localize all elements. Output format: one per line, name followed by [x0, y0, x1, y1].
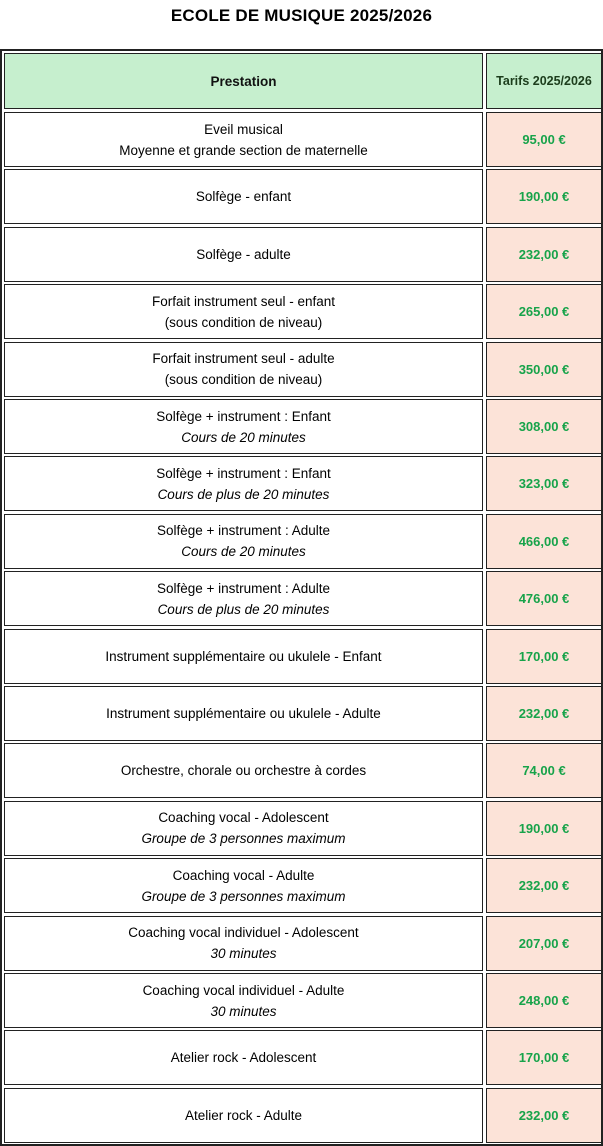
table-row	[4, 342, 602, 397]
price-value: 207,00 €	[518, 935, 570, 951]
table-row	[4, 1030, 602, 1085]
table-row	[4, 743, 602, 798]
prestation-detail: Groupe de 3 personnes maximum	[141, 888, 346, 904]
table-row	[4, 112, 602, 167]
price-value: 476,00 €	[518, 591, 570, 607]
price-value: 74,00 €	[522, 763, 566, 779]
price-cell	[486, 1030, 602, 1085]
prestation-cell	[4, 571, 483, 626]
prestation-detail: Cours de plus de 20 minutes	[157, 486, 330, 502]
table-row	[4, 227, 602, 282]
prestation-cell	[4, 342, 483, 397]
prestation-cell	[4, 284, 483, 339]
prestation-cell	[4, 743, 483, 798]
price-cell	[486, 973, 602, 1028]
prestation-detail: Moyenne et grande section de maternelle	[119, 142, 368, 158]
price-value: 190,00 €	[518, 189, 570, 205]
table-row	[4, 456, 602, 511]
header-prestation	[4, 53, 483, 109]
prestation-cell	[4, 169, 483, 224]
price-value: 466,00 €	[518, 533, 570, 549]
table-row	[4, 858, 602, 913]
price-cell	[486, 514, 602, 569]
prestation-name: Instrument supplémentaire ou ukulele - Enfant	[105, 648, 382, 664]
price-value: 232,00 €	[518, 878, 570, 894]
price-cell	[486, 112, 602, 167]
price-value: 308,00 €	[518, 419, 570, 434]
price-value: 265,00 €	[518, 304, 570, 320]
prestation-cell	[4, 227, 483, 282]
prestation-detail: Cours de plus de 20 minutes	[157, 601, 330, 617]
prestation-name: Solfège + instrument : Enfant	[156, 465, 331, 481]
price-cell	[486, 916, 602, 971]
prestation-cell	[4, 858, 483, 913]
price-cell	[486, 858, 602, 913]
price-cell	[486, 227, 602, 282]
prestation-cell	[4, 916, 483, 971]
table-row	[4, 973, 602, 1028]
table-row	[4, 916, 602, 971]
prestation-cell	[4, 399, 483, 454]
prestation-name: Forfait instrument seul - adulte	[152, 351, 335, 367]
table-row	[4, 629, 602, 684]
price-cell	[486, 169, 602, 224]
price-value: 350,00 €	[518, 361, 570, 377]
price-value: 170,00 €	[518, 1050, 570, 1066]
prestation-cell	[4, 686, 483, 741]
prestation-cell	[4, 514, 483, 569]
prestation-name: Coaching vocal individuel - Adolescent	[128, 925, 359, 941]
prestation-name: Coaching vocal - Adolescent	[158, 810, 329, 826]
table-header-row	[4, 53, 602, 109]
prestation-name: Coaching vocal - Adulte	[172, 867, 315, 883]
price-cell	[486, 686, 602, 741]
price-value: 95,00 €	[522, 132, 566, 147]
prestation-detail: (sous condition de niveau)	[164, 314, 323, 330]
prestation-name: Solfège + instrument : Adulte	[157, 523, 330, 539]
prestation-name: Forfait instrument seul - enfant	[151, 293, 336, 309]
price-cell	[486, 1088, 602, 1143]
price-value: 170,00 €	[518, 648, 570, 664]
price-cell	[486, 342, 602, 397]
table-row	[4, 1088, 602, 1143]
prestation-cell	[4, 456, 483, 511]
prestation-name: Coaching vocal individuel - Adulte	[142, 982, 345, 998]
prestation-detail: (sous condition de niveau)	[164, 372, 323, 388]
prestation-name: Solfège - adulte	[196, 246, 291, 262]
prestation-detail: Cours de 20 minutes	[181, 429, 306, 445]
prestation-name: Orchestre, chorale ou orchestre à cordes	[120, 763, 367, 779]
prestation-cell	[4, 801, 483, 856]
prestation-name: Solfège + instrument : Adulte	[157, 580, 330, 596]
prestation-cell	[4, 112, 483, 167]
prestation-name: Atelier rock - Adolescent	[170, 1050, 317, 1066]
prestation-detail: Cours de 20 minutes	[181, 544, 306, 560]
price-cell	[486, 456, 602, 511]
table-row	[4, 801, 602, 856]
prestation-detail: 30 minutes	[210, 946, 277, 962]
price-value: 190,00 €	[518, 820, 570, 836]
prestation-name: Atelier rock - Adulte	[184, 1107, 303, 1123]
header-tarifs-label: Tarifs 2025/2026	[496, 74, 592, 88]
table-row	[4, 514, 602, 569]
table-row	[4, 571, 602, 626]
price-cell	[486, 399, 602, 454]
table-row	[4, 686, 602, 741]
prestation-cell	[4, 973, 483, 1028]
header-tarifs	[486, 53, 602, 109]
prestation-cell	[4, 1030, 483, 1085]
prestation-name: Solfège - enfant	[195, 189, 292, 205]
table-row	[4, 169, 602, 224]
price-cell	[486, 571, 602, 626]
prestation-name: Eveil musical	[204, 121, 283, 137]
prestation-name: Solfège + instrument : Enfant	[156, 408, 331, 424]
prestation-cell	[4, 1088, 483, 1143]
price-value: 232,00 €	[518, 1107, 570, 1123]
prestation-name: Instrument supplémentaire ou ukulele - Adulte	[106, 706, 381, 721]
prestation-cell	[4, 629, 483, 684]
price-cell	[486, 743, 602, 798]
price-cell	[486, 801, 602, 856]
header-prestation-label: Prestation	[210, 73, 277, 89]
price-value: 232,00 €	[518, 246, 570, 262]
tariff-table	[0, 49, 603, 1146]
table-row	[4, 284, 602, 339]
price-cell	[486, 629, 602, 684]
table-row	[4, 399, 602, 454]
price-value: 232,00 €	[518, 706, 570, 721]
price-value: 248,00 €	[518, 993, 570, 1008]
prestation-detail: 30 minutes	[210, 1003, 277, 1019]
price-cell	[486, 284, 602, 339]
page-title: ECOLE DE MUSIQUE 2025/2026	[170, 6, 433, 25]
price-value: 323,00 €	[518, 476, 570, 492]
prestation-detail: Groupe de 3 personnes maximum	[141, 831, 346, 847]
